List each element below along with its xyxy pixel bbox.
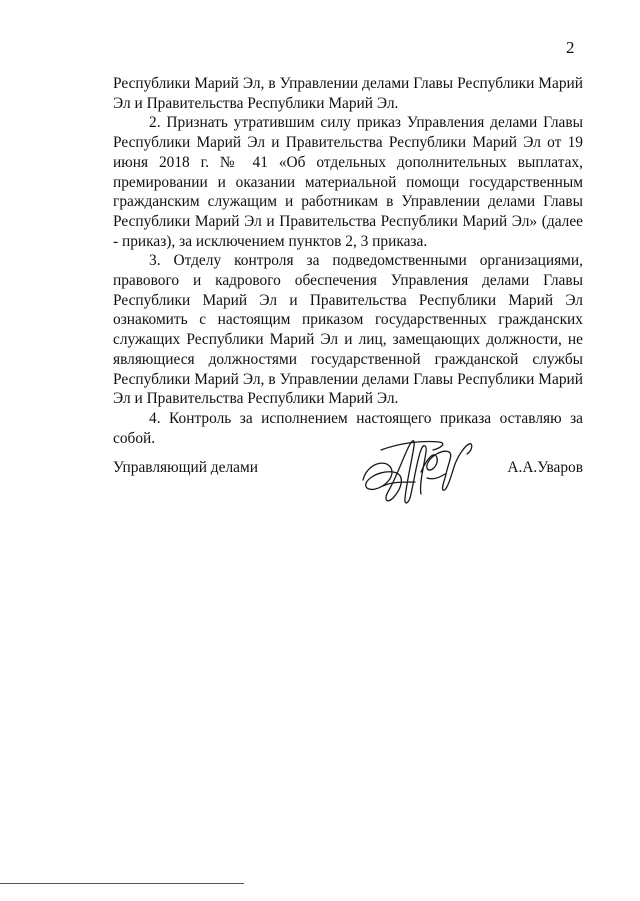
paragraph-item-2: 2. Признать утратившим силу приказ Управления делами Главы Республики Марий Эл и Правительства Республики Марий Эл от 19 июня 2018 г. № 41 «Об отдельных дополнительных выплатах, премировании и оказании материальной помощи государственным гражданским служащим и работникам в Управлении делами Главы Республики Марий Эл и Правительства Республики Марий Эл» (далее - приказ), за исключением пунктов 2, 3 приказа. <box>113 114 583 250</box>
paragraph-continuation: Республики Марий Эл, в Управлении делами Главы Республики Марий Эл и Правительства Республики Марий Эл. <box>113 75 583 112</box>
paragraph-item-4: 4. Контроль за исполнением настоящего приказа оставляю за собой. <box>113 409 583 447</box>
page-number: 2 <box>566 38 575 57</box>
handwritten-signature-icon <box>357 428 477 510</box>
footer-divider <box>0 883 244 884</box>
signature-row <box>113 458 583 478</box>
signer-name: А.А.Уваров <box>507 459 583 476</box>
paragraph-item-3: 3. Отделу контроля за подведомственными организациями, правового и кадрового обеспечения Управления делами Главы Республики Марий Эл и Правительства Республики Марий Эл ознакомить с настоящим приказом государственных гражданских служащих Республики Марий Эл и лиц, замещающих должности, не являющиеся должностями государственной гражданской службы Республики Марий Эл, в Управлении делами Главы Республики Марий Эл и Правительства Республики Марий Эл. <box>113 252 583 408</box>
document-body <box>113 74 583 448</box>
signer-title: Управляющий делами <box>113 459 258 476</box>
